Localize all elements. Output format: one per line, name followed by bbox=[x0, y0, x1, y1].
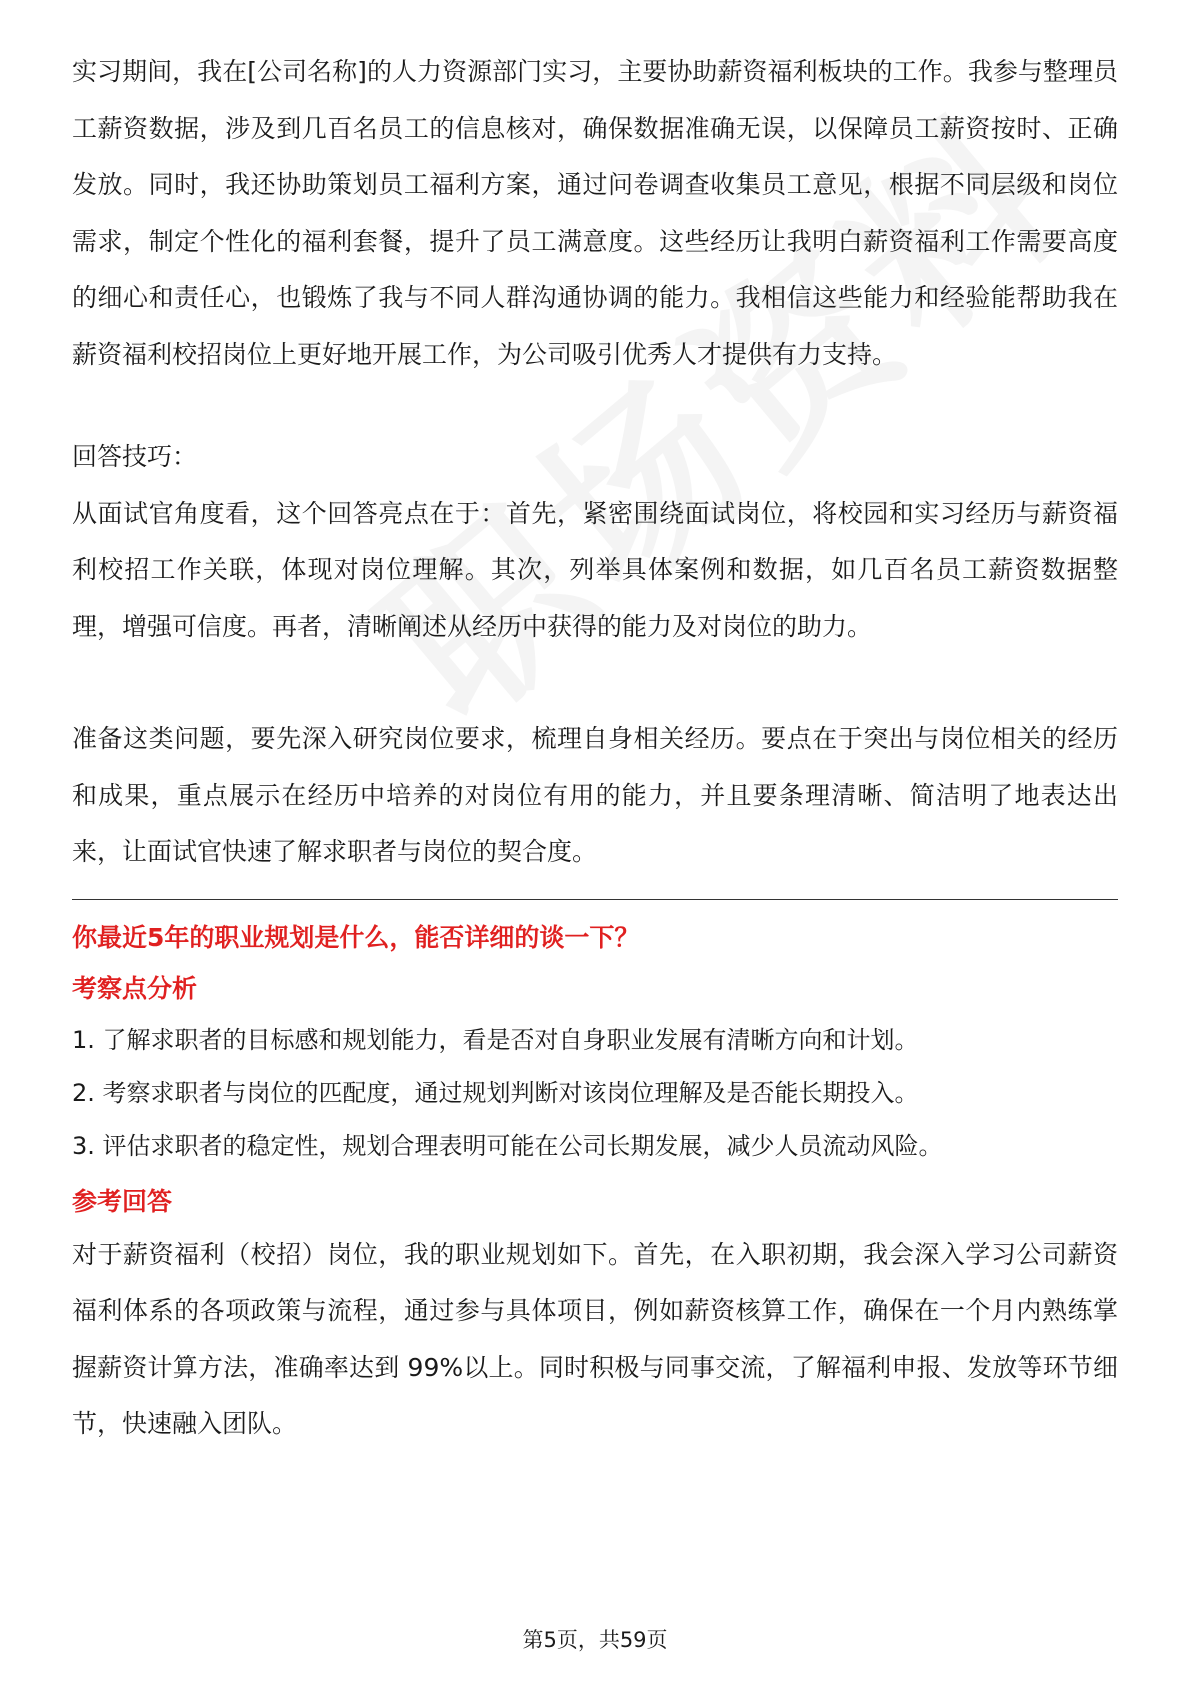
answer-heading: 参考回答 bbox=[72, 1186, 173, 1216]
analysis-item: 1. 了解求职者的目标感和规划能力，看是否对自身职业发展有清晰方向和计划。 bbox=[72, 1025, 919, 1054]
page-content bbox=[72, 44, 1118, 1453]
analysis-heading: 考察点分析 bbox=[72, 973, 198, 1003]
analysis-item: 2. 考察求职者与岗位的匹配度，通过规划判断对该岗位理解及是否能长期投入。 bbox=[72, 1078, 919, 1107]
tips-heading: 回答技巧： bbox=[72, 442, 198, 471]
internship-paragraph: 实习期间，我在[公司名称]的人力资源部门实习，主要协助薪资福利板块的工作。我参与整理员工薪资数据，涉及到几百名员工的信息核对，确保数据准确无误，以保障员工薪资按时、正确发放。同时，我还协助策划员工福利方案，通过问卷调查收集员工意见，根据不同层级和岗位需求，制定个性化的福利套餐，提升了员工满意度。这些经历让我明白薪资福利工作需要高度的细心和责任心，也锻炼了我与不同人群沟通协调的能力。我相信这些能力和经验能帮助我在薪资福利校招岗位上更好地开展工作，为公司吸引优秀人才提供有力支持。 bbox=[72, 57, 1118, 369]
answer-body: 对于薪资福利（校招）岗位，我的职业规划如下。首先，在入职初期，我会深入学习公司薪资福利体系的各项政策与流程，通过参与具体项目，例如薪资核算工作，确保在一个月内熟练掌握薪资计算方法，准确率达到 99%以上。同时积极与同事交流，了解福利申报、发放等环节细节，快速融入团队。 bbox=[72, 1239, 1118, 1438]
page-number: 第5页，共59页 bbox=[522, 1628, 668, 1652]
analysis-item: 3. 评估求职者的稳定性，规划合理表明可能在公司长期发展，减少人员流动风险。 bbox=[72, 1131, 943, 1160]
section-divider bbox=[72, 899, 1118, 900]
question-title: 你最近5年的职业规划是什么，能否详细的谈一下？ bbox=[72, 922, 640, 952]
preparation-paragraph: 准备这类问题，要先深入研究岗位要求，梳理自身相关经历。要点在于突出与岗位相关的经历和成果，重点展示在经历中培养的对岗位有用的能力，并且要条理清晰、简洁明了地表达出来，让面试官快速了解求职者与岗位的契合度。 bbox=[72, 724, 1118, 866]
tips-body: 从面试官角度看，这个回答亮点在于：首先，紧密围绕面试岗位，将校园和实习经历与薪资福利校招工作关联，体现对岗位理解。其次，列举具体案例和数据，如几百名员工薪资数据整理，增强可信度。再者，清晰阐述从经历中获得的能力及对岗位的助力。 bbox=[72, 498, 1118, 641]
